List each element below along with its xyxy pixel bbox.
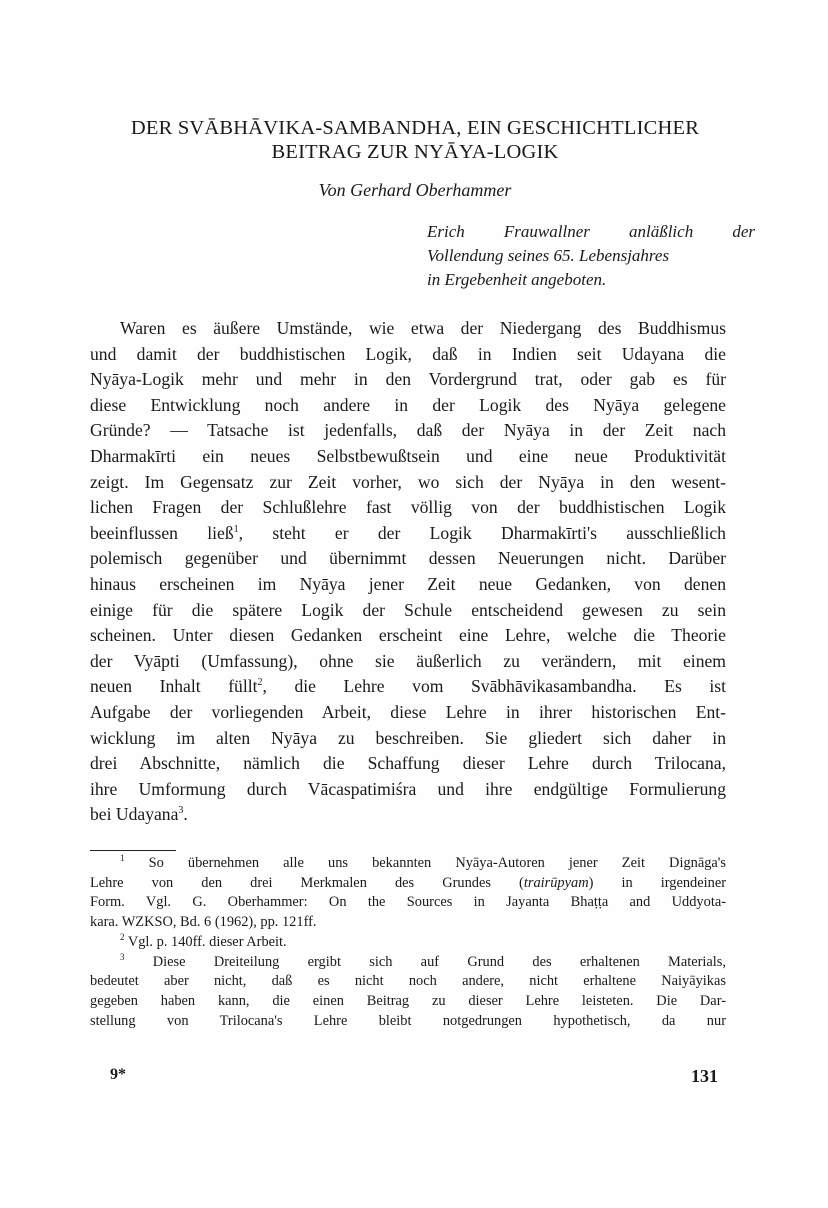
body-line: scheinen. Unter diesen Gedanken erscheint eine Lehre, welche die Theorie bbox=[90, 625, 726, 646]
article-title bbox=[90, 116, 740, 164]
dedication-line: Vollendung seines 65. Lebensjahres bbox=[427, 246, 670, 265]
body-line: zeigt. Im Gegensatz zur Zeit vorher, wo sich der Nyāya in den wesent- bbox=[90, 471, 726, 492]
footnote-line: kara. WZKSO, Bd. 6 (1962), pp. 121ff. bbox=[90, 914, 317, 931]
body-line: hinaus erscheinen im Nyāya jener Zeit neue Gedanken, von denen bbox=[90, 573, 726, 594]
body-line: Nyāya-Logik mehr und mehr in den Vordergrund trat, oder gab es für bbox=[90, 369, 726, 390]
footnote-ref-2[interactable]: 2 bbox=[257, 677, 263, 689]
body-line: und damit der buddhistischen Logik, daß in Indien seit Udayana die bbox=[90, 343, 726, 364]
footnote-ref-1[interactable]: 1 bbox=[233, 523, 239, 535]
footnote-divider bbox=[90, 850, 176, 851]
body-line: wicklung im alten Nyāya zu beschreiben. Sie gliedert sich daher in bbox=[90, 727, 726, 748]
footnote-line: Lehre von den drei Merkmalen des Grundes (trairūpyam) in irgendeiner bbox=[90, 874, 726, 891]
footnote-2: $^2$ Vgl. p. 140ff. dieser Arbeit. bbox=[120, 931, 287, 950]
body-line: Aufgabe der vorliegenden Arbeit, diese Lehre in ihrer historischen Ent- bbox=[90, 701, 726, 722]
body-line: bei Udayana$^3$. bbox=[90, 804, 188, 825]
title-line-2: BEITRAG ZUR NYĀYA-LOGIK bbox=[271, 141, 559, 163]
footnote-3: $^3$ Diese Dreiteilung ergibt sich auf Grund des erhaltenen Materials, bbox=[120, 951, 726, 970]
body-line: lichen Fragen der Schlußlehre fast völlig von der buddhistischen Logik bbox=[90, 497, 726, 518]
title-line-1: DER SVĀBHĀVIKA-SAMBANDHA, EIN GESCHICHTLICHER bbox=[130, 117, 700, 139]
body-line: diese Entwicklung noch andere in der Logik des Nyāya gelegene bbox=[90, 394, 726, 415]
dedication-line: Erich Frauwallner anläßlich der bbox=[427, 222, 755, 241]
page-number: 131 bbox=[691, 1066, 718, 1086]
body-line: einige für die spätere Logik der Schule entscheidend gewesen zu sein bbox=[90, 599, 726, 620]
body-line: polemisch gegenüber und übernimmt dessen Neuerungen nicht. Darüber bbox=[90, 548, 726, 569]
signature-mark: 9* bbox=[110, 1066, 126, 1083]
body-paragraph bbox=[90, 316, 726, 828]
footnote-line: gegeben haben kann, die einen Beitrag zu dieser Lehre leisteten. Die Dar- bbox=[90, 992, 726, 1009]
body-line: Dharmakīrti ein neues Selbstbewußtsein und eine neue Produktivität bbox=[90, 445, 726, 466]
footnote-mark: 2 bbox=[120, 931, 125, 942]
body-line: neuen Inhalt füllt$^2$, die Lehre vom Svābhāvikasambandha. Es ist bbox=[90, 676, 726, 697]
footnote-ref-3[interactable]: 3 bbox=[178, 805, 184, 817]
footnote-line: stellung von Trilocana's Lehre bleibt notgedrungen hypothetisch, da nur bbox=[90, 1012, 726, 1029]
body-line: Waren es äußere Umstände, wie etwa der Niedergang des Buddhismus bbox=[120, 318, 726, 338]
body-line: der Vyāpti (Umfassung), ohne sie äußerlich zu verändern, mit einem bbox=[90, 650, 726, 671]
footnote-line: bedeutet aber nicht, daß es nicht noch andere, nicht erhaltene Naiyāyikas bbox=[90, 973, 726, 990]
body-line: ihre Umformung durch Vācaspatimiśra und ihre endgültige Formulierung bbox=[90, 778, 726, 799]
author-byline: Von Gerhard Oberhammer bbox=[318, 180, 512, 200]
footnote-mark: 1 bbox=[120, 853, 125, 863]
footnote-mark: 3 bbox=[120, 951, 125, 962]
body-line: beeinflussen ließ$^1$, steht er der Logik Dharmakīrti's ausschließlich bbox=[90, 522, 726, 543]
footnote-line: Form. Vgl. G. Oberhammer: On the Sources in Jayanta Bhaṭṭa and Uddyota- bbox=[90, 894, 726, 911]
body-line: Gründe? — Tatsache ist jedenfalls, daß der Nyāya in der Zeit nach bbox=[90, 420, 726, 441]
footnotes bbox=[90, 854, 726, 1031]
body-line: drei Abschnitte, nämlich die Schaffung dieser Lehre durch Trilocana, bbox=[90, 753, 726, 774]
footnote-1: $^1$ So übernehmen alle uns bekannten Nyāya-Autoren jener Zeit Dignāga's bbox=[120, 853, 726, 871]
dedication bbox=[427, 220, 755, 292]
dedication-line: in Ergebenheit angeboten. bbox=[427, 270, 607, 289]
